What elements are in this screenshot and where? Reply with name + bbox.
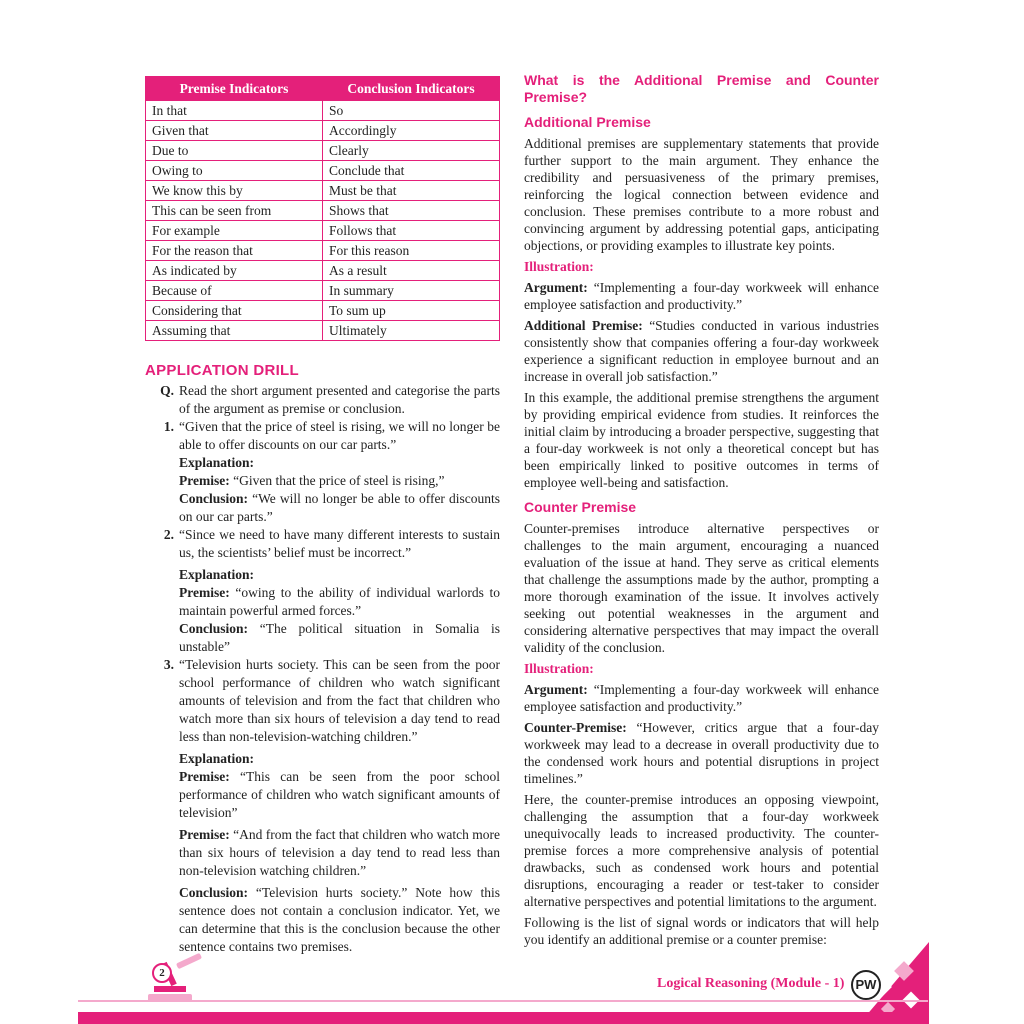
item-number: 2. [163, 527, 174, 542]
premise-text: “And from the fact that children who watch more than six hours of television a day tend to read less than non-television watching children.” [179, 827, 501, 878]
premise-types-section [524, 72, 879, 952]
premise-label: Premise: [179, 473, 230, 488]
drill-title: APPLICATION DRILL [145, 362, 299, 379]
premise-label: Premise: [179, 769, 230, 784]
conclusion-line [179, 490, 500, 526]
table-cell: Considering that [146, 301, 323, 321]
item-text: “Television hurts society. This can be seen from the poor school performance of children who watch significant amounts of television and from the fact that children who watch more than six hours of television a day tend to read less than non-television-watching children.” [179, 657, 500, 744]
table-cell: Given that [146, 121, 323, 141]
premise-line [179, 584, 500, 620]
table-cell: Due to [146, 141, 323, 161]
table-row [146, 121, 500, 141]
table-row [146, 101, 500, 121]
counter-premise-heading: Counter Premise [524, 499, 637, 515]
argument-line [524, 279, 879, 313]
conclusion-indicators-header: Conclusion Indicators [323, 77, 500, 101]
table-row [146, 161, 500, 181]
table-row [146, 281, 500, 301]
table-cell: So [323, 101, 500, 121]
table-row [146, 301, 500, 321]
footer-bar [78, 1012, 928, 1024]
page-number: 2 [152, 963, 172, 983]
additional-premise-summary: In this example, the additional premise strengthens the argument by providing empirical evidence from studies. It reinforces the initial claim by introducing a broader perspective, suggesting that a four-day workweek is not only a theoretical concept but has been empirically linked to positive outcomes in terms of employee well-being and satisfaction. [524, 390, 879, 490]
table-cell: In summary [323, 281, 500, 301]
counter-premise-text: “However, critics argue that a four-day workweek may lead to a decrease in overall productivity due to the condensed work hours and potential disruptions in project timelines.” [524, 720, 879, 786]
footer-divider [78, 1000, 928, 1002]
table-row [146, 261, 500, 281]
conclusion-line [179, 884, 500, 956]
item-text: “Given that the price of steel is rising, we will no longer be able to offer discounts on our car parts.” [179, 419, 500, 452]
drill-item-2 [145, 526, 500, 562]
conclusion-label: Conclusion: [179, 621, 249, 636]
drill-question [145, 382, 500, 418]
item-number: 1. [163, 419, 174, 434]
table-header-row [146, 77, 500, 101]
table-cell: Assuming that [146, 321, 323, 341]
table-row [146, 141, 500, 161]
conclusion-label: Conclusion: [179, 885, 249, 900]
table-cell: Ultimately [323, 321, 500, 341]
conclusion-text: “We will no longer be able to offer discounts on our car parts.” [179, 491, 500, 524]
item-text: “Since we need to have many different interests to sustain us, the scientists’ belief must be incorrect.” [179, 527, 500, 560]
table-row [146, 321, 500, 341]
table-cell: For the reason that [146, 241, 323, 261]
premise-label: Premise: [179, 827, 230, 842]
counter-premise-line [524, 719, 879, 787]
illustration-label: Illustration: [524, 259, 594, 274]
additional-premise-text: “Studies conducted in various industries consistently show that companies offering a four-day workweek experience a significant reduction in employee burnout and an increase in overall job satisfaction.” [524, 318, 880, 384]
section-heading: What is the Additional Premise and Counter Premise? [524, 72, 879, 105]
question-text: Read the short argument presented and categorise the parts of the argument as premise or conclusion. [179, 383, 500, 416]
table-cell: As a result [323, 261, 500, 281]
argument-text: “Implementing a four-day workweek will enhance employee satisfaction and productivity.” [524, 682, 880, 714]
premise-text: “owing to the ability of individual warlords to maintain powerful armed forces.” [179, 585, 500, 618]
argument-label: Argument: [524, 682, 588, 697]
application-drill [145, 362, 500, 956]
table-row [146, 221, 500, 241]
explanation-heading: Explanation: [179, 567, 255, 582]
explanation-label [179, 566, 500, 584]
explanation-label [179, 454, 500, 472]
explanation-label [179, 750, 500, 768]
table-cell: Owing to [146, 161, 323, 181]
illustration-label: Illustration: [524, 661, 594, 676]
conclusion-text: “Television hurts society.” Note how this sentence does not contain a conclusion indicator. Yet, we can determine that this is the conclusion because the other sentence contains two premises. [179, 885, 501, 954]
premise-line [179, 472, 500, 490]
closing-paragraph: Following is the list of signal words or indicators that will help you identify an additional premise or a counter premise: [524, 915, 879, 947]
table-cell: Accordingly [323, 121, 500, 141]
argument-line [524, 681, 879, 715]
table-cell: We know this by [146, 181, 323, 201]
premise-label: Premise: [179, 585, 230, 600]
argument-label: Argument: [524, 280, 588, 295]
table-cell: Follows that [323, 221, 500, 241]
explanation-heading: Explanation: [179, 751, 255, 766]
table-row [146, 181, 500, 201]
premise-indicators-header: Premise Indicators [146, 77, 323, 101]
table-row [146, 201, 500, 221]
table-cell: For this reason [323, 241, 500, 261]
explanation-heading: Explanation: [179, 455, 255, 470]
conclusion-line [179, 620, 500, 656]
table-cell: Because of [146, 281, 323, 301]
table-cell: Conclude that [323, 161, 500, 181]
premise-text: “Given that the price of steel is rising,” [233, 473, 445, 488]
drill-item-1 [145, 418, 500, 454]
table-cell: In that [146, 101, 323, 121]
table-cell: This can be seen from [146, 201, 323, 221]
indicators-table [145, 76, 500, 341]
additional-premise-line [524, 317, 879, 385]
table-cell: Must be that [323, 181, 500, 201]
additional-premise-heading: Additional Premise [524, 114, 651, 130]
conclusion-label: Conclusion: [179, 491, 249, 506]
counter-premise-paragraph: Counter-premises introduce alternative perspectives or challenges to the main argument, encouraging a nuanced evaluation of the issue at hand. They serve as critical elements that challenge the assumptions made by the author, prompting a more thorough examination of the issue. It involves actively seeking out potential weaknesses in the argument and considering alternative perspectives that may impact the overall validity of the conclusion. [524, 521, 879, 655]
additional-premise-paragraph: Additional premises are supplementary statements that provide further support to the main argument. They enhance the credibility and persuasiveness of the primary premises, reinforcing the logical connection between evidence and conclusion. These premises contribute to a more robust and convincing argument by addressing potential gaps, anticipating objections, or providing examples to illustrate key points. [524, 136, 879, 253]
pw-logo: PW [851, 970, 881, 1000]
conclusion-text: “The political situation in Somalia is unstable” [179, 621, 500, 654]
counter-premise-summary: Here, the counter-premise introduces an opposing viewpoint, challenging the assumption that a four-day workweek unequivocally leads to increased productivity. The counter-premise forces a more comprehensive analysis of potential drawbacks, such as condensed work hours and potential disruptions, encouraging a reader or test-taker to consider alternative perspectives and potential limitations to the argument. [524, 792, 879, 909]
table-cell: Clearly [323, 141, 500, 161]
table-cell: To sum up [323, 301, 500, 321]
table-cell: For example [146, 221, 323, 241]
additional-premise-label: Additional Premise: [524, 318, 643, 333]
table-cell: Shows that [323, 201, 500, 221]
premise-line [179, 768, 500, 822]
drill-item-3 [145, 656, 500, 746]
module-title: Logical Reasoning (Module - 1) [657, 976, 845, 991]
argument-text: “Implementing a four-day workweek will enhance employee satisfaction and productivity.” [524, 280, 880, 312]
question-label: Q. [160, 383, 174, 398]
premise-line [179, 826, 500, 880]
table-cell: As indicated by [146, 261, 323, 281]
item-number: 3. [163, 657, 174, 672]
premise-text: “This can be seen from the poor school performance of children who watch significant amounts of television” [179, 769, 501, 820]
counter-premise-label: Counter-Premise: [524, 720, 627, 735]
table-row [146, 241, 500, 261]
